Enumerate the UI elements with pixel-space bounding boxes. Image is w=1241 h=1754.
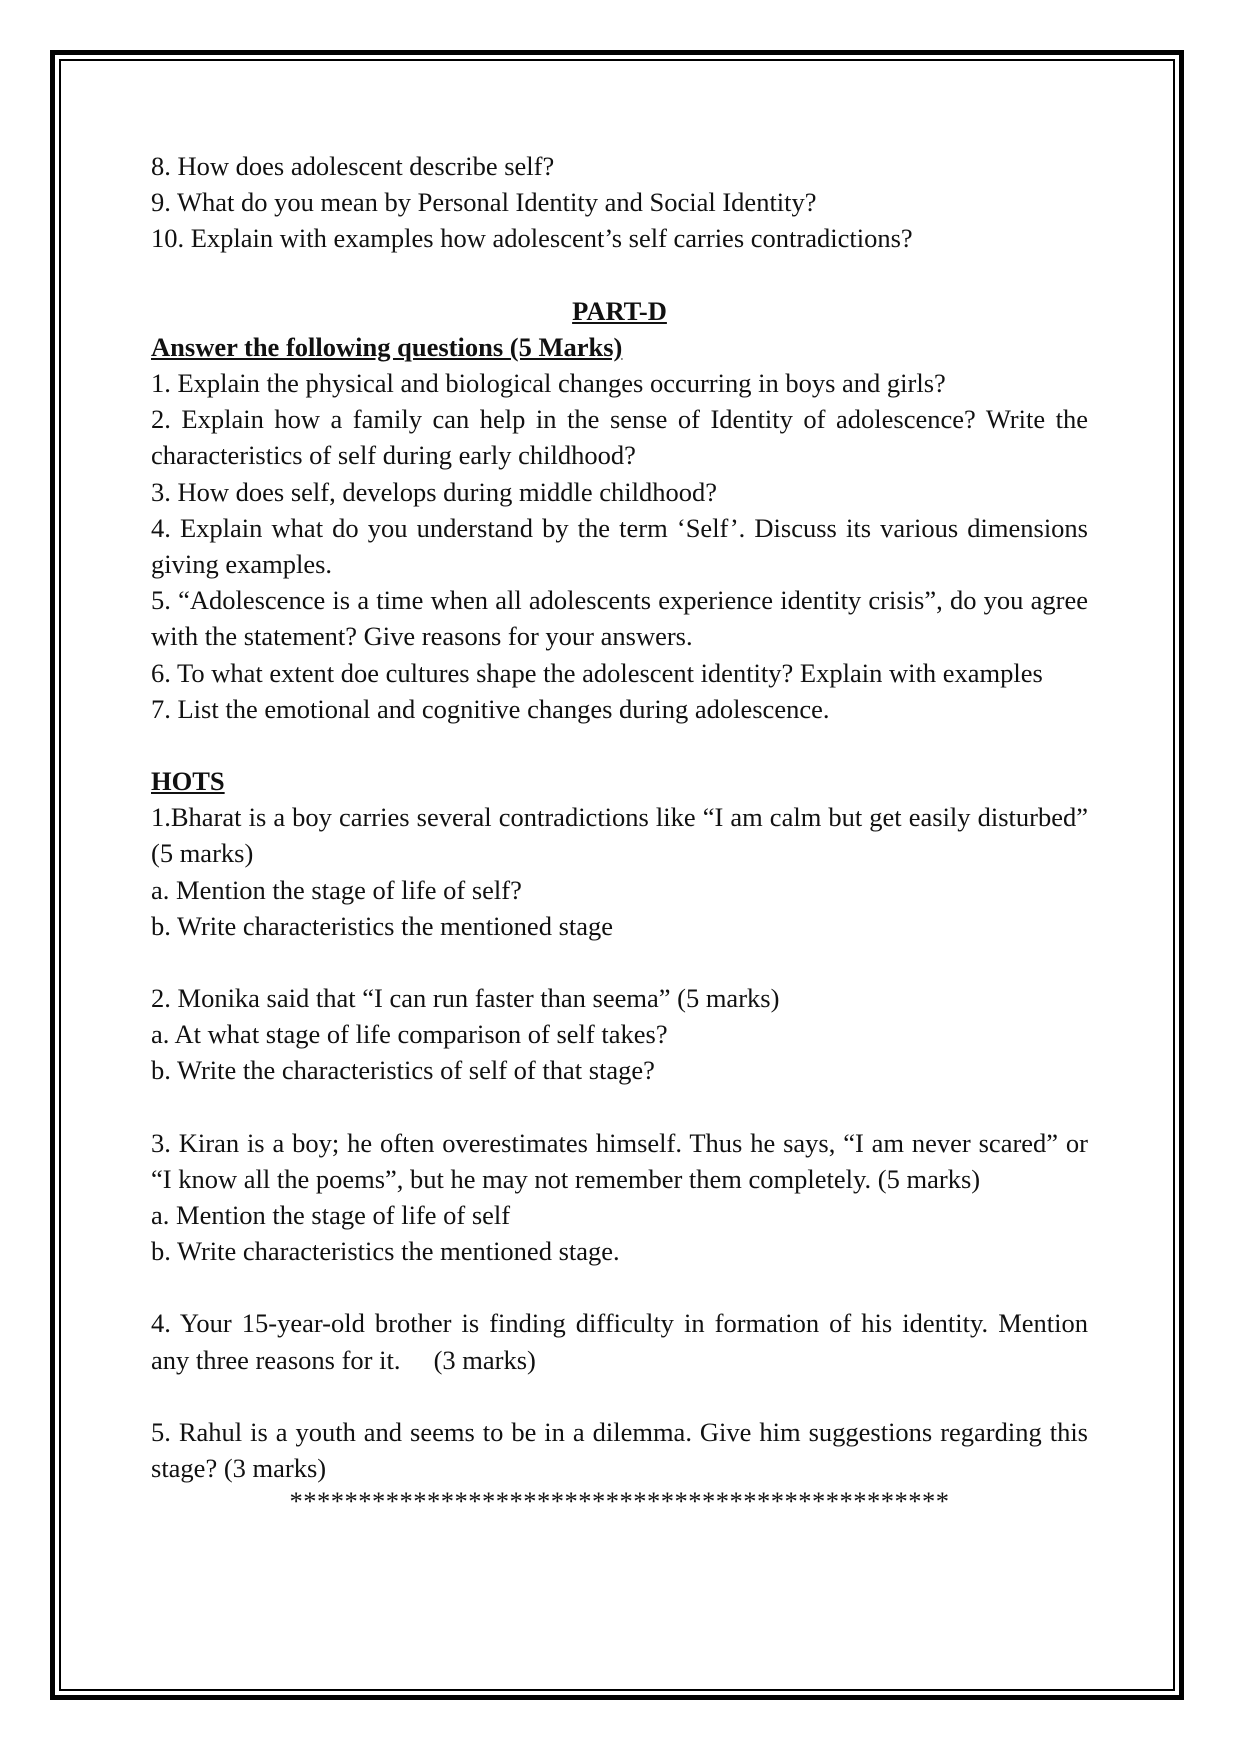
hots-question-5: 5. Rahul is a youth and seems to be in a dilemma. Give him suggestions regarding this stage? (3 marks) <box>151 1416 1088 1484</box>
part-d-question-2: 2. Explain how a family can help in the sense of Identity of adolescence? Write the characteristics of self during early childhood? <box>151 404 1088 471</box>
spacer <box>151 257 1088 293</box>
part-d-question-7: 7. List the emotional and cognitive changes during adolescence. <box>151 693 830 724</box>
hots-question-2-part-b: b. Write the characteristics of self of that stage? <box>151 1055 655 1086</box>
document-body <box>151 148 1095 1517</box>
hots-question-3-part-a: a. Mention the stage of life of self <box>151 1200 511 1231</box>
hots-question-2: 2. Monika said that “I can run faster than seema” (5 marks) <box>151 983 780 1014</box>
question-10: 10. Explain with examples how adolescent’s self carries contradictions? <box>151 223 913 254</box>
part-d-question-1: 1. Explain the physical and biological changes occurring in boys and girls? <box>151 368 946 399</box>
part-d-question-5: 5. “Adolescence is a time when all adolescents experience identity crisis”, do you agree with the statement? Give reasons for your answers. <box>151 585 1088 652</box>
hots-question-1: 1.Bharat is a boy carries several contradictions like “I am calm but get easily disturbed” (5 marks) <box>151 802 1088 869</box>
spacer <box>151 944 1088 980</box>
hots-question-3-part-b: b. Write characteristics the mentioned stage. <box>151 1236 620 1267</box>
question-8: 8. How does adolescent describe self? <box>151 151 555 181</box>
part-d-instruction: Answer the following questions (5 Marks) <box>151 331 623 362</box>
part-d-question-4: 4. Explain what do you understand by the term ‘Self’. Discuss its various dimensions giving examples. <box>151 512 1088 580</box>
spacer <box>151 727 1088 763</box>
hots-question-3: 3. Kiran is a boy; he often overestimates himself. Thus he says, “I am never scared” or “I know all the poems”, but he may not remember them completely. (5 marks) <box>151 1127 1088 1194</box>
spacer <box>151 1089 1088 1125</box>
question-9: 9. What do you mean by Personal Identity and Social Identity? <box>151 187 817 218</box>
hots-question-2-part-a: a. At what stage of life comparison of self takes? <box>151 1019 668 1050</box>
hots-question-4: 4. Your 15-year-old brother is finding difficulty in formation of his identity. Mention any three reasons for it. (3 marks) <box>151 1308 1095 1375</box>
end-separator: ************************************************ <box>289 1486 950 1517</box>
hots-title: HOTS <box>151 766 225 797</box>
part-d-title: PART-D <box>572 295 667 326</box>
part-d-question-6: 6. To what extent doe cultures shape the adolescent identity? Explain with examples <box>151 657 1043 688</box>
spacer <box>151 1269 1088 1305</box>
hots-question-1-part-a: a. Mention the stage of life of self? <box>151 874 522 905</box>
hots-question-1-part-b: b. Write characteristics the mentioned stage <box>151 910 614 941</box>
spacer <box>151 1378 1088 1414</box>
part-d-question-3: 3. How does self, develops during middle childhood? <box>151 476 717 507</box>
